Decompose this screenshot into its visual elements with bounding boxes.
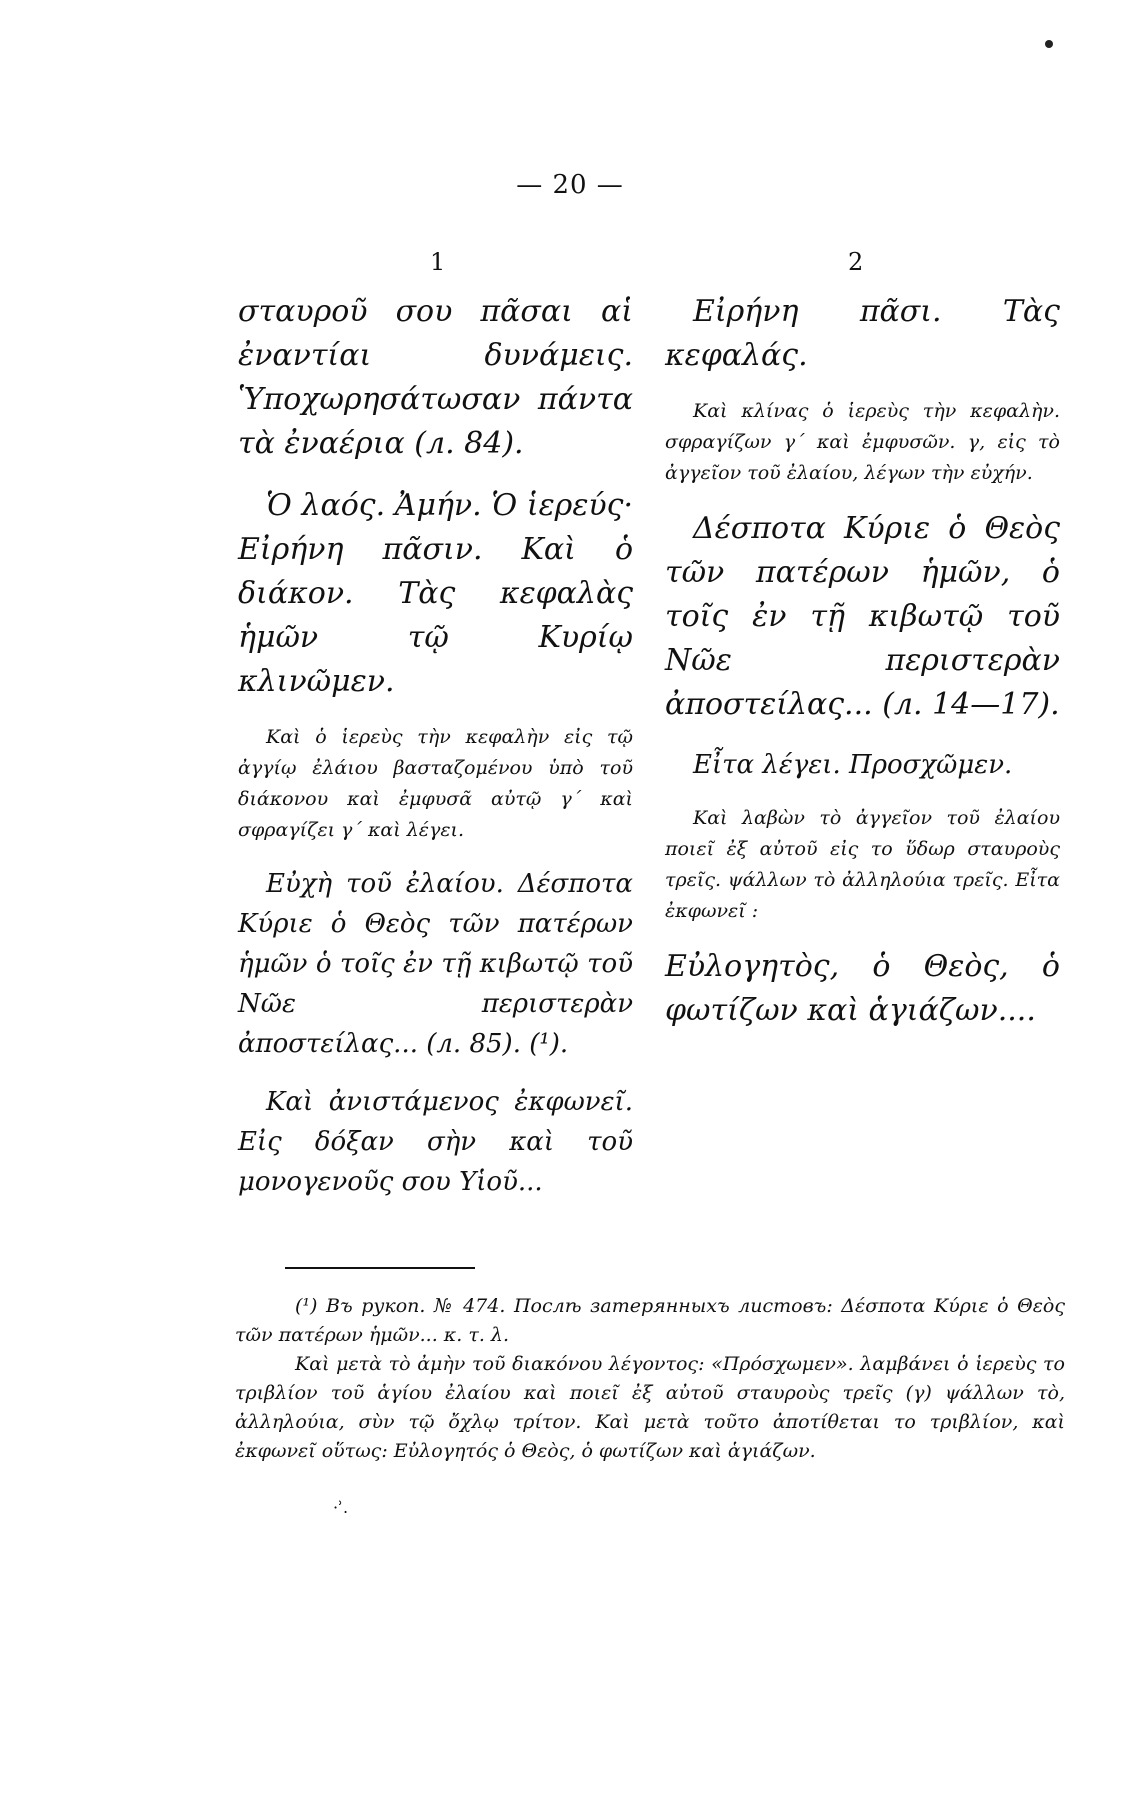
column-2-exclamation: Εὐλογητὸς, ὁ Θεὸς, ὁ φωτίζων καὶ ἁγιάζων.... — [665, 949, 1060, 1028]
column-1-rubric: Καὶ ὁ ἱερεὺς τὴν κεφαλὴν εἰς τῷ ἀγγίῳ ἐλάιου βασταζομένου ὑπὸ τοῦ διάκονου καὶ ἐμφυσᾶ αὐτῷ γ΄ καὶ σφραγίζει γ΄ καὶ λέγει. — [238, 726, 633, 841]
column-1-number: 1 — [430, 248, 446, 276]
footnote-divider — [285, 1267, 475, 1269]
column-2-rubric: Καὶ κλίνας ὁ ἱερεὺς τὴν κεφαλὴν. σφραγίζων γ΄ καὶ ἐμφυσῶν. γ, εἰς τὸ ἀγγεῖον τοῦ ἐλαίου, λέγων τὴν εὐχήν. — [665, 400, 1060, 484]
column-1-paragraph: Ὁ λαός. Ἀμήν. Ὁ ἱερεύς· Εἰρήνη πᾶσιν. Καὶ ὁ διάκον. Τὰς κεφαλὰς ἡμῶν τῷ Κυρίῳ κλινῶμεν. — [238, 488, 633, 699]
text-column-2 — [665, 290, 1060, 1051]
footnote — [235, 1292, 1065, 1466]
page-number: — 20 — — [516, 170, 624, 200]
ink-dot — [1045, 40, 1053, 48]
column-2-paragraph: Εἶτα λέγει. Προσχῶμεν. — [693, 750, 1013, 780]
column-2-rubric: Καὶ λαβὼν τὸ ἀγγεῖον τοῦ ἐλαίου ποιεῖ ἐξ αὐτοῦ εἰς το ὕδωρ σταυροὺς τρεῖς. ψάλλων τὸ ἀλληλούια τρεῖς. Εἶτα ἐκφωνεῖ : — [665, 807, 1060, 922]
scan-mark: ·ʾ. — [333, 1498, 349, 1517]
text-column-1 — [238, 290, 633, 1220]
column-2-prayer: Δέσποτα Κύριε ὁ Θεὸς τῶν πατέρων ἡμῶν, ὁ τοῖς ἐν τῇ κιβωτῷ τοῦ Νῶε περιστερὰν ἀποστείλας... (л. 14—17). — [665, 511, 1060, 722]
footnote-lead: (¹) Въ рукоп. № 474. Послѣ затерянныхъ листовъ: Δέσποτα Κύριε ὁ Θεὸς τῶν πατέρων ἡμῶν... κ. τ. λ. — [235, 1295, 1065, 1346]
footnote-body: Καὶ μετὰ τὸ ἀμὴν τοῦ διακόνου λέγοντος: «Πρόσχωμεν». λαμβάνει ὁ ἱερεὺς το τριβλίον τοῦ ἁγίου ἐλαίου καὶ ποιεῖ ἐξ αὐτοῦ σταυροὺς τρεῖς (γ) ψάλλων τὸ, ἀλληλούια, σὺν τῷ ὄχλῳ τρίτον. Καὶ μετὰ τοῦτο ἀποτίθεται το τριβλίον, καὶ ἐκφωνεῖ οὕτως: Εὐλογητός ὁ Θεὸς, ὁ φωτίζων καὶ ἁγιάζων. — [235, 1353, 1065, 1462]
column-2-paragraph: Εἰρήνη πᾶσι. Τὰς κεφαλάς. — [665, 294, 1060, 373]
column-1-exclamation: Καὶ ἀνιστάμενος ἐκφωνεῖ. Εἰς δόξαν σὴν καὶ τοῦ μονογενοῦς σου Υἱοῦ... — [238, 1087, 633, 1197]
column-1-paragraph: σταυροῦ σου πᾶσαι αἱ ἐναντίαι δυνάμεις. Ὑποχωρησάτωσαν πάντα τὰ ἐναέρια (л. 84). — [238, 294, 633, 461]
column-2-number: 2 — [848, 248, 864, 276]
column-1-prayer: Εὐχὴ τοῦ ἐλαίου. Δέσποτα Κύριε ὁ Θεὸς τῶν πατέρων ἡμῶν ὁ τοῖς ἐν τῇ κιβωτῷ τοῦ Νῶε περιστερὰν ἀποστείλας... (л. 85). (¹). — [238, 869, 633, 1059]
